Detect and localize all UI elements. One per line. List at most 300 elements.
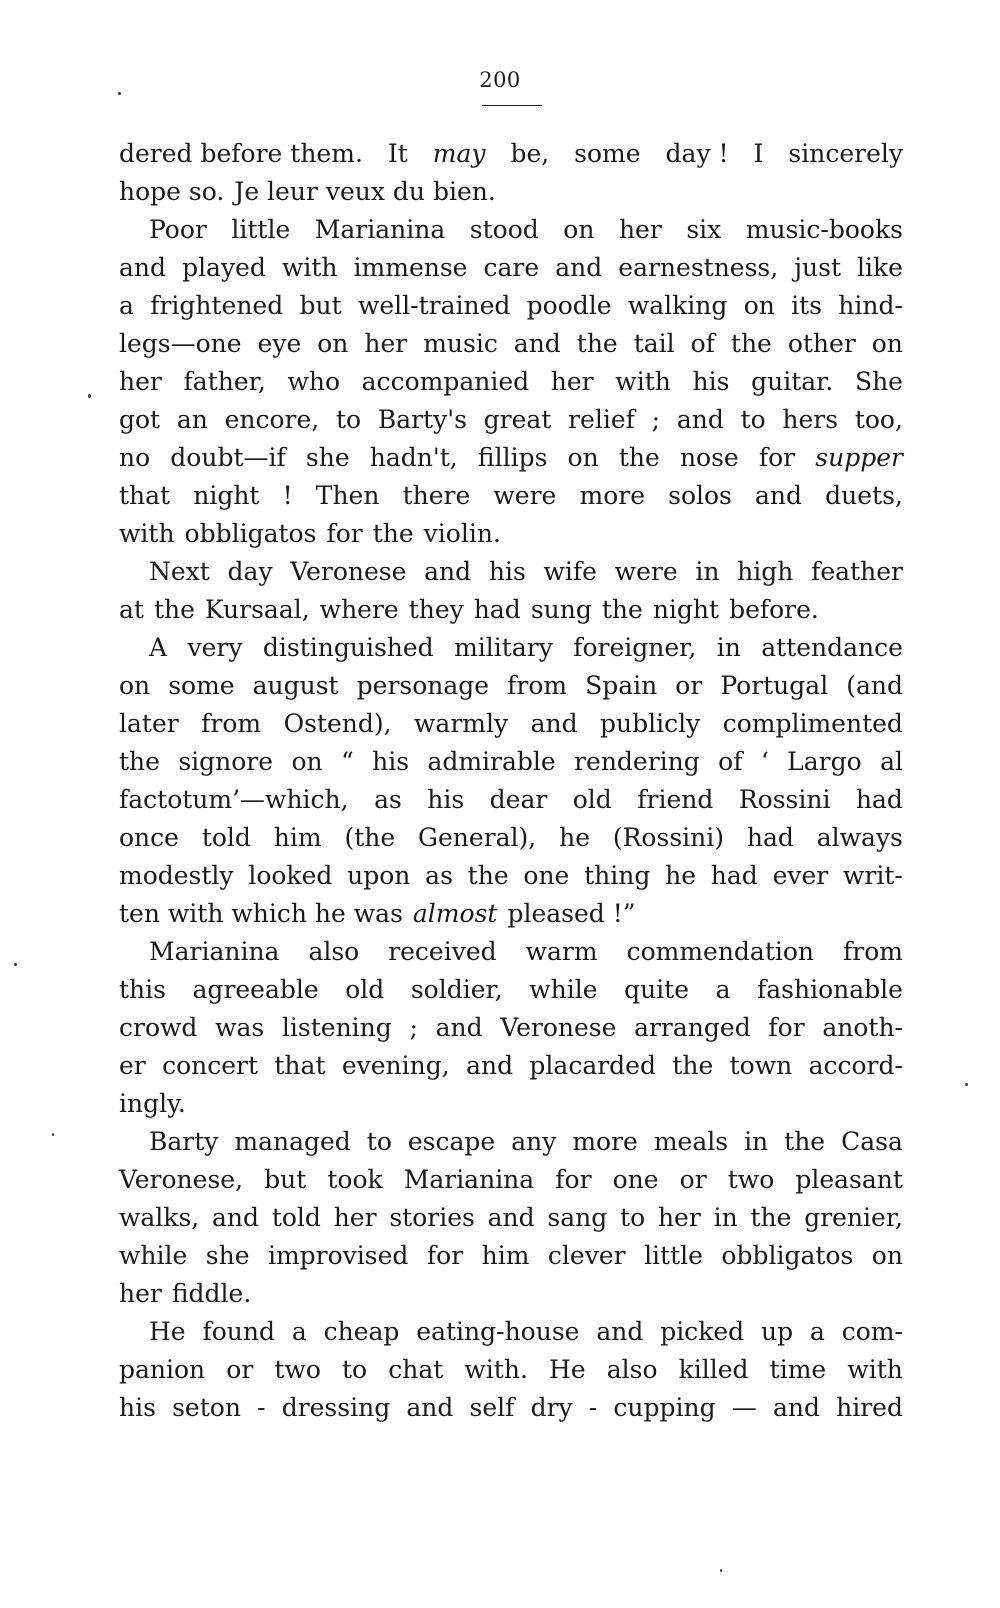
text-word: her <box>119 1279 162 1308</box>
text-word: and <box>466 1051 514 1080</box>
text-word: A <box>149 633 168 662</box>
text-line <box>119 135 903 173</box>
text-word: ingly. <box>119 1089 186 1118</box>
italic-word: supper <box>815 443 903 472</box>
text-word: as <box>374 785 402 814</box>
text-word: just <box>794 253 841 282</box>
text-word: evening, <box>341 1051 450 1080</box>
text-word: ; <box>409 1013 418 1042</box>
text-word: sung <box>530 595 592 624</box>
text-word: fillips <box>477 443 548 472</box>
text-word: the <box>153 595 195 624</box>
text-word: for <box>758 443 796 472</box>
text-word: Then <box>315 481 380 510</box>
text-word: personage <box>356 671 490 700</box>
text-word: and <box>435 1013 483 1042</box>
scan-speck <box>965 1083 968 1086</box>
text-line <box>119 667 903 705</box>
text-word: concert <box>162 1051 259 1080</box>
text-word: dered before them. <box>119 139 363 168</box>
text-word: on <box>871 1241 903 1270</box>
text-word: two <box>274 1355 321 1384</box>
text-word: al <box>880 747 903 776</box>
text-word: cupping <box>613 1393 716 1422</box>
text-word: they <box>408 595 464 624</box>
text-word: soldier, <box>410 975 503 1004</box>
text-word: complimented <box>722 709 903 738</box>
text-word: her <box>657 1203 701 1232</box>
text-word: crowd <box>119 1013 198 1042</box>
text-word: an <box>176 405 208 434</box>
text-word: ever <box>772 861 829 890</box>
text-word: high <box>737 557 794 586</box>
text-word: any <box>511 1127 557 1156</box>
text-word: care <box>483 253 540 282</box>
text-word: her <box>618 215 662 244</box>
text-word: night <box>193 481 260 510</box>
text-word: dressing <box>281 1393 391 1422</box>
text-word: ! <box>282 481 293 510</box>
text-word: for <box>326 519 363 548</box>
scan-speck <box>118 92 121 95</box>
text-word: on <box>743 291 775 320</box>
text-word: on <box>563 215 595 244</box>
text-word: from <box>843 937 903 966</box>
text-line <box>119 1237 903 1275</box>
text-word: sang <box>547 1203 608 1232</box>
text-word: (the <box>344 823 396 852</box>
text-word: fiddle. <box>171 1279 252 1308</box>
text-word: time <box>769 1355 827 1384</box>
text-word: hope so. <box>119 177 225 206</box>
text-word: or <box>226 1355 254 1384</box>
text-line <box>119 287 903 325</box>
text-word: pleasant <box>795 1165 903 1194</box>
text-word: Je leur veux du bien. <box>234 177 496 206</box>
text-word: nose <box>679 443 739 472</box>
text-line <box>119 819 903 857</box>
text-word: the <box>372 519 414 548</box>
text-word: his <box>372 747 410 776</box>
text-word: on <box>119 671 151 700</box>
text-word: great <box>483 405 552 434</box>
text-word: duets, <box>825 481 903 510</box>
text-word: and <box>487 1203 535 1232</box>
text-word: sincerely <box>788 139 903 168</box>
text-word: day ! <box>665 139 729 168</box>
text-word: fashionable <box>757 975 903 1004</box>
text-word: killed <box>678 1355 749 1384</box>
text-word: him <box>481 1241 530 1270</box>
text-word: arranged <box>634 1013 751 1042</box>
text-word: wife <box>543 557 597 586</box>
text-line <box>119 401 903 439</box>
text-word: writ- <box>843 861 903 890</box>
text-word: with <box>119 519 175 548</box>
text-word: signore <box>178 747 274 776</box>
text-word: and <box>212 1203 260 1232</box>
text-line <box>119 933 903 971</box>
text-word: in <box>744 1127 769 1156</box>
text-word: modestly <box>119 861 234 890</box>
text-line <box>119 971 903 1009</box>
text-word: found <box>202 1317 275 1346</box>
text-word: no <box>119 443 151 472</box>
scan-speck <box>52 1133 54 1136</box>
text-word: a <box>809 1317 825 1346</box>
text-word: some <box>574 139 641 168</box>
text-word: stood <box>469 215 539 244</box>
text-word: guitar. <box>751 367 834 396</box>
text-word: his <box>488 557 526 586</box>
text-word: Spain <box>585 671 658 700</box>
text-word: or <box>675 671 703 700</box>
text-word: factotum’—which, <box>119 785 349 814</box>
text-word: agreeable <box>192 975 319 1004</box>
text-line <box>119 325 903 363</box>
text-word: Marianina <box>314 215 446 244</box>
text-line <box>119 477 903 515</box>
text-word: on <box>317 329 349 358</box>
text-word: a <box>715 975 731 1004</box>
text-word: obbligatos <box>184 519 317 548</box>
text-word: where <box>319 595 399 624</box>
text-word: It <box>387 139 408 168</box>
text-word: and <box>596 1317 644 1346</box>
text-word: always <box>816 823 903 852</box>
text-line <box>119 1123 903 1161</box>
text-word: more <box>579 481 645 510</box>
italic-word: almost <box>412 899 498 928</box>
text-word: to <box>740 405 766 434</box>
text-word: other <box>787 329 856 358</box>
text-word: the <box>730 329 772 358</box>
text-word: cheap <box>323 1317 400 1346</box>
text-word: had <box>855 785 903 814</box>
text-word: father, <box>183 367 266 396</box>
text-word: received <box>388 937 497 966</box>
text-word: obbligatos <box>721 1241 854 1270</box>
text-word: in <box>695 557 720 586</box>
text-word: on <box>567 443 599 472</box>
text-word: one <box>523 861 570 890</box>
text-word: tail <box>633 329 675 358</box>
text-word: the <box>750 1203 792 1232</box>
text-word: ten with which he was <box>119 899 403 928</box>
text-line <box>119 1313 903 1351</box>
text-word: him <box>273 823 322 852</box>
text-word: were <box>493 481 557 510</box>
text-word: but <box>299 291 342 320</box>
text-word: were <box>614 557 678 586</box>
text-word: grenier, <box>804 1203 903 1232</box>
text-word: told <box>271 1203 321 1232</box>
text-word: Poor <box>149 215 207 244</box>
text-line <box>119 1009 903 1047</box>
text-word: picked <box>660 1317 745 1346</box>
text-word: dry <box>530 1393 573 1422</box>
text-line <box>119 1085 903 1123</box>
text-word: little <box>644 1241 703 1270</box>
text-word: with. <box>464 1355 528 1384</box>
text-word: Barty's <box>377 405 467 434</box>
text-word: with <box>281 253 338 282</box>
text-word: upon <box>347 861 411 890</box>
text-word: publicly <box>600 709 701 738</box>
text-word: ‘ <box>760 747 769 776</box>
text-word: played <box>182 253 266 282</box>
text-word: Marianina <box>403 1165 535 1194</box>
text-line <box>119 743 903 781</box>
text-word: (Rossini) <box>612 823 724 852</box>
text-word: Next <box>149 557 210 586</box>
text-word: hired <box>836 1393 903 1422</box>
text-word: accompanied <box>361 367 530 396</box>
text-word: anoth- <box>822 1013 903 1042</box>
page-number-rule <box>482 105 542 106</box>
text-word: panion <box>119 1355 206 1384</box>
text-word: was <box>215 1013 265 1042</box>
text-word: he <box>665 861 697 890</box>
text-word: doubt—if <box>170 443 286 472</box>
text-word: be, <box>510 139 550 168</box>
text-word: He <box>549 1355 586 1384</box>
text-word: day <box>227 557 273 586</box>
text-word: military <box>454 633 553 662</box>
text-word: foreigner, <box>573 633 697 662</box>
text-word: later <box>119 709 179 738</box>
scan-speck <box>88 394 91 398</box>
text-word: “ <box>340 747 354 776</box>
text-word: one <box>612 1165 659 1194</box>
text-word: hind- <box>838 291 903 320</box>
text-word: Kursaal, <box>204 595 310 624</box>
text-word: like <box>857 253 903 282</box>
body-text <box>119 135 903 1427</box>
text-word: also <box>308 937 360 966</box>
text-word: had <box>746 823 794 852</box>
text-word: while <box>119 1241 188 1270</box>
text-word: the <box>601 595 643 624</box>
text-word: General), <box>418 823 537 852</box>
text-word: six <box>686 215 722 244</box>
text-word: — <box>731 1393 757 1422</box>
text-word: on <box>291 747 323 776</box>
text-word: escape <box>407 1127 496 1156</box>
text-word: Barty <box>149 1127 219 1156</box>
text-line <box>119 895 903 933</box>
text-word: encore, <box>224 405 320 434</box>
text-word: in <box>716 633 741 662</box>
text-word: Ostend), <box>283 709 392 738</box>
text-line <box>119 1161 903 1199</box>
text-word: and <box>530 709 578 738</box>
text-word: friend <box>637 785 714 814</box>
text-word: Casa <box>841 1127 903 1156</box>
text-word: the <box>576 329 618 358</box>
text-word: Portugal <box>720 671 829 700</box>
text-line <box>119 553 903 591</box>
text-word: her <box>333 1203 377 1232</box>
text-word: from <box>507 671 568 700</box>
text-word: very <box>187 633 243 662</box>
text-word: told <box>201 823 251 852</box>
text-word: there <box>402 481 471 510</box>
text-word: from <box>201 709 262 738</box>
text-word: his <box>119 1393 156 1422</box>
text-word: stories <box>389 1203 475 1232</box>
text-line <box>119 515 903 553</box>
text-line <box>119 705 903 743</box>
text-word: eye <box>257 329 302 358</box>
text-word: clever <box>547 1241 626 1270</box>
text-word: this <box>119 975 166 1004</box>
text-word: had <box>710 861 758 890</box>
text-word: and <box>119 253 167 282</box>
text-word: improvised <box>267 1241 409 1270</box>
text-word: eating-house <box>416 1317 580 1346</box>
text-word: placarded <box>529 1051 656 1080</box>
text-word: the <box>119 747 160 776</box>
text-word: his <box>692 367 730 396</box>
text-line <box>119 363 903 401</box>
text-word: quite <box>624 975 690 1004</box>
text-word: earnestness, <box>618 253 779 282</box>
text-word: also <box>606 1355 658 1384</box>
text-word: seton <box>172 1393 241 1422</box>
text-word: to <box>366 1127 392 1156</box>
text-word: warmly <box>414 709 509 738</box>
text-line <box>119 439 903 477</box>
text-word: relief <box>568 405 635 434</box>
text-word: had <box>473 595 521 624</box>
text-word: and <box>755 481 803 510</box>
text-word: old <box>572 785 612 814</box>
text-word: august <box>252 671 339 700</box>
text-line <box>119 857 903 895</box>
text-word: thing <box>584 861 651 890</box>
text-word: er <box>119 1051 146 1080</box>
text-word: a <box>291 1317 307 1346</box>
text-word: walking <box>627 291 728 320</box>
text-word: some <box>168 671 235 700</box>
scan-speck <box>720 1569 722 1572</box>
text-word: her <box>364 329 408 358</box>
text-line <box>119 173 903 211</box>
text-word: her <box>119 367 162 396</box>
text-line <box>119 629 903 667</box>
text-word: Largo <box>787 747 862 776</box>
text-line <box>119 1275 903 1313</box>
text-word: two <box>727 1165 775 1194</box>
text-word: its <box>791 291 823 320</box>
text-word: more <box>572 1127 638 1156</box>
text-word: for <box>426 1241 464 1270</box>
text-word: she <box>305 443 350 472</box>
text-word: I <box>753 139 764 168</box>
text-word: her <box>550 367 594 396</box>
text-word: hers <box>782 405 839 434</box>
text-word: the <box>672 1051 714 1080</box>
text-line <box>119 1351 903 1389</box>
text-word: to <box>335 405 362 434</box>
text-word: and <box>513 329 561 358</box>
text-word: pleased !” <box>507 899 636 928</box>
text-word: frightened <box>150 291 284 320</box>
text-word: while <box>529 975 598 1004</box>
text-word: Veronese <box>500 1013 617 1042</box>
text-word: immense <box>353 253 468 282</box>
text-word: of <box>718 747 743 776</box>
text-word: for <box>768 1013 805 1042</box>
text-word: Rossini <box>738 785 831 814</box>
text-word: to <box>342 1355 368 1384</box>
text-word: up <box>761 1317 794 1346</box>
text-word: at <box>119 595 144 624</box>
text-word: poodle <box>526 291 612 320</box>
text-word: accord- <box>808 1051 903 1080</box>
text-word: and <box>555 253 603 282</box>
text-word: as <box>425 861 453 890</box>
text-word: in <box>713 1203 738 1232</box>
text-word: she <box>205 1241 250 1270</box>
text-word: (and <box>846 671 903 700</box>
text-line <box>119 249 903 287</box>
text-word: and <box>772 1393 820 1422</box>
text-word: meals <box>653 1127 729 1156</box>
text-word: got <box>119 405 161 434</box>
text-word: with <box>847 1355 903 1384</box>
text-word: ; <box>651 405 661 434</box>
text-word: - <box>257 1393 266 1422</box>
text-word: too, <box>854 405 903 434</box>
text-word: dear <box>489 785 548 814</box>
text-word: distinguished <box>262 633 434 662</box>
text-word: well-trained <box>357 291 511 320</box>
text-word: Marianina <box>149 937 280 966</box>
text-word: took <box>327 1165 383 1194</box>
text-word: a <box>119 291 134 320</box>
text-word: rendering <box>574 747 700 776</box>
text-word: that <box>119 481 171 510</box>
text-word: chat <box>388 1355 444 1384</box>
text-word: admirable <box>427 747 556 776</box>
text-word: he <box>559 823 590 852</box>
text-word: attendance <box>761 633 903 662</box>
text-word: Veronese <box>290 557 407 586</box>
scan-speck <box>14 963 17 966</box>
text-word: She <box>854 367 903 396</box>
text-word: his <box>427 785 465 814</box>
text-word: walks, <box>119 1203 200 1232</box>
text-word: music <box>423 329 498 358</box>
text-word: managed <box>234 1127 351 1156</box>
text-word: with <box>615 367 671 396</box>
text-word: the <box>618 443 660 472</box>
text-word: before. <box>729 595 819 624</box>
text-word: to <box>620 1203 646 1232</box>
text-word: that <box>274 1051 326 1080</box>
text-word: but <box>264 1165 307 1194</box>
text-word: who <box>287 367 340 396</box>
text-line <box>119 1047 903 1085</box>
text-word: hadn't, <box>369 443 458 472</box>
text-word: looked <box>248 861 333 890</box>
text-word: warm <box>525 937 598 966</box>
text-line <box>119 1199 903 1237</box>
italic-word: may <box>432 139 486 168</box>
text-word: old <box>345 975 385 1004</box>
